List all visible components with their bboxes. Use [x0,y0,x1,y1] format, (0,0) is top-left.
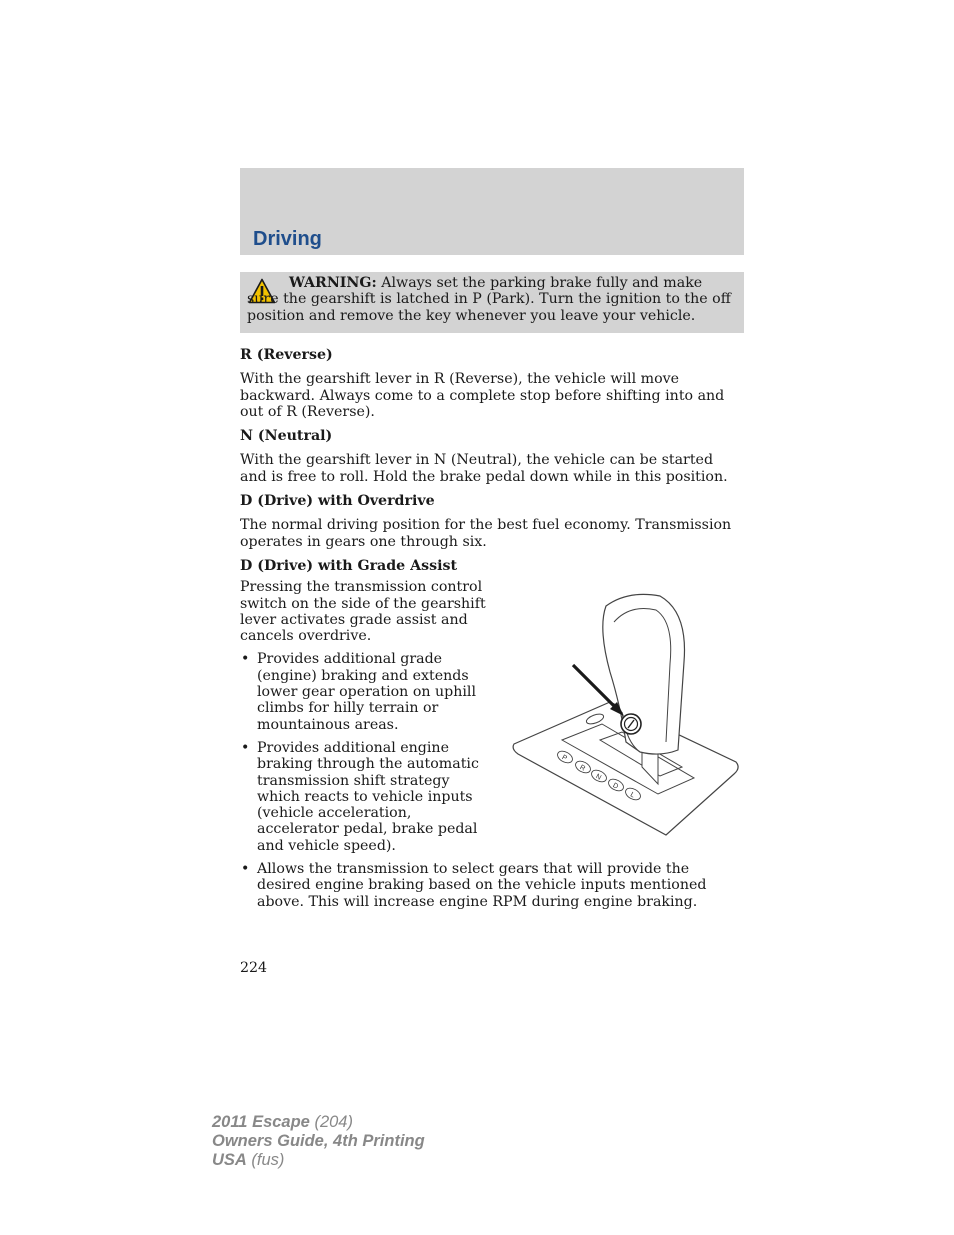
reverse-text: With the gearshift lever in R (Reverse), the vehicle will move backward. Always come to a complete stop before shifting into and out of R (Reverse). [240,371,725,420]
gear-label-r: R [578,764,587,773]
list-item [240,861,744,910]
footer-model-code: (204) [309,1113,353,1131]
overdrive-heading: D (Drive) with Overdrive [240,493,435,510]
section-title: Driving [253,228,322,250]
gear-label-n: N [594,773,603,782]
section-header-band [240,168,744,255]
grade-assist-heading: D (Drive) with Grade Assist [240,557,458,574]
warning-label: WARNING: [289,275,377,291]
bullet-text: Allows the transmission to select gears that will provide the desired engine braking based on the vehicle inputs mentioned above. This will increase engine RPM during engine braking. [257,861,707,910]
footer [212,1113,425,1170]
warning-body: Always set the parking brake fully and make sure the gearshift is latched in P (Park). Turn the ignition to the off position and remove the key whenever you leave your vehicle. [247,275,731,324]
grade-assist-intro: Pressing the transmission control switch on the side of the gearshift lever activates grade assist and cancels overdrive. [240,579,486,645]
warning-text [247,275,737,324]
footer-line-3 [212,1151,425,1170]
neutral-text: With the gearshift lever in N (Neutral), the vehicle can be started and is free to roll. Hold the brake pedal down while in this position. [240,452,728,485]
neutral-heading: N (Neutral) [240,428,333,445]
gear-label-l: L [628,791,636,800]
bullet-text: Provides additional grade (engine) braking and extends lower gear operation on uphill climbs for hilly terrain or mountainous areas. [257,651,476,733]
overdrive-text: The normal driving position for the best fuel economy. Transmission operates in gears one through six. [240,517,732,550]
list-item [240,740,487,854]
gearshift-illustration [510,592,742,837]
footer-line-2 [212,1132,425,1151]
reverse-heading: R (Reverse) [240,347,333,363]
bullet-icon: • [241,861,250,878]
bullet-text: Provides additional engine braking through the automatic transmission shift strategy which reacts to vehicle inputs (vehicle acceleration, accelerator pedal, brake pedal and vehicle speed). [257,739,479,854]
gear-label-p: P [560,754,569,763]
bullet-icon: • [241,651,250,668]
gear-label-d: D [611,782,620,791]
footer-market-code: (fus) [246,1151,285,1169]
bullet-icon: • [241,739,250,756]
footer-model: 2011 Escape [212,1113,310,1131]
warning-box [240,272,744,333]
grade-assist-switch [621,714,641,734]
list-item [240,651,487,732]
footer-edition: Owners Guide, 4th Printing [212,1132,425,1150]
page-number: 224 [240,960,268,976]
footer-market: USA [212,1151,247,1169]
footer-line-1 [212,1113,425,1132]
